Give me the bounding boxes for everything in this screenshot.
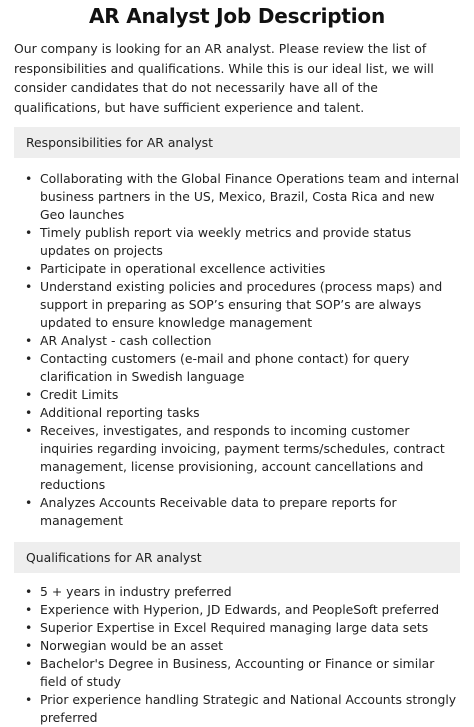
bullet-icon: • [25, 656, 33, 671]
bullet-icon: • [25, 261, 33, 276]
bullet-icon: • [25, 171, 33, 186]
list-item-text: Norwegian would be an asset [40, 638, 224, 653]
bullet-icon: • [25, 638, 33, 653]
bullet-icon: • [25, 279, 33, 294]
list-item-text: Contacting customers (e-mail and phone contact) for query clarification in Swedish language [40, 351, 410, 384]
list-item-text: Analyzes Accounts Receivable data to prepare reports for management [40, 495, 397, 528]
list-item-text: Prior experience handling Strategic and National Accounts strongly preferred [40, 692, 457, 725]
list-item [14, 350, 460, 386]
list-item-text: Timely publish report via weekly metrics and provide status updates on projects [40, 225, 412, 258]
list-item [14, 224, 460, 260]
list-item [14, 691, 460, 727]
list-item-text: AR Analyst - cash collection [40, 333, 212, 348]
list-item [14, 619, 460, 637]
list-item [14, 386, 460, 404]
list-item [14, 583, 460, 601]
bullet-icon: • [25, 387, 33, 402]
list-item-text: Experience with Hyperion, JD Edwards, and PeopleSoft preferred [40, 602, 440, 617]
responsibilities-heading: Responsibilities for AR analyst [14, 127, 460, 158]
list-item-text: 5 + years in industry preferred [40, 584, 232, 599]
list-item [14, 170, 460, 224]
page-title: AR Analyst Job Description [89, 4, 385, 28]
qualifications-list [14, 583, 460, 727]
list-item [14, 404, 460, 422]
list-item [14, 655, 460, 691]
list-item-text: Participate in operational excellence activities [40, 261, 326, 276]
responsibilities-list [14, 170, 460, 530]
bullet-icon: • [25, 584, 33, 599]
list-item-text: Additional reporting tasks [40, 405, 200, 420]
list-item [14, 278, 460, 332]
bullet-icon: • [25, 225, 33, 240]
list-item [14, 332, 460, 350]
bullet-icon: • [25, 692, 33, 707]
list-item [14, 494, 460, 530]
bullet-icon: • [25, 333, 33, 348]
qualifications-heading: Qualifications for AR analyst [14, 542, 460, 573]
list-item-text: Credit Limits [40, 387, 119, 402]
list-item-text: Bachelor's Degree in Business, Accounting or Finance or similar field of study [40, 656, 435, 689]
list-item [14, 637, 460, 655]
bullet-icon: • [25, 351, 33, 366]
list-item-text: Receives, investigates, and responds to incoming customer inquiries regarding invoicing, payment terms/schedules, contract management, license provisioning, account cancellations and reductions [40, 423, 445, 492]
list-item-text: Understand existing policies and procedures (process maps) and support in preparing as SOP’s ensuring that SOP’s are always updated to ensure knowledge management [40, 279, 443, 330]
bullet-icon: • [25, 405, 33, 420]
bullet-icon: • [25, 602, 33, 617]
list-item-text: Superior Expertise in Excel Required managing large data sets [40, 620, 429, 635]
bullet-icon: • [25, 620, 33, 635]
list-item [14, 260, 460, 278]
list-item-text: Collaborating with the Global Finance Operations team and internal business partners in the US, Mexico, Brazil, Costa Rica and new Geo launches [40, 171, 460, 222]
intro-paragraph: Our company is looking for an AR analyst. Please review the list of responsibilities and qualifications. While this is our ideal list, we will consider candidates that do not necessarily have all of the qualifications, but have sufficient experience and talent. [14, 41, 434, 115]
bullet-icon: • [25, 495, 33, 510]
list-item [14, 601, 460, 619]
list-item [14, 422, 460, 494]
bullet-icon: • [25, 423, 33, 438]
